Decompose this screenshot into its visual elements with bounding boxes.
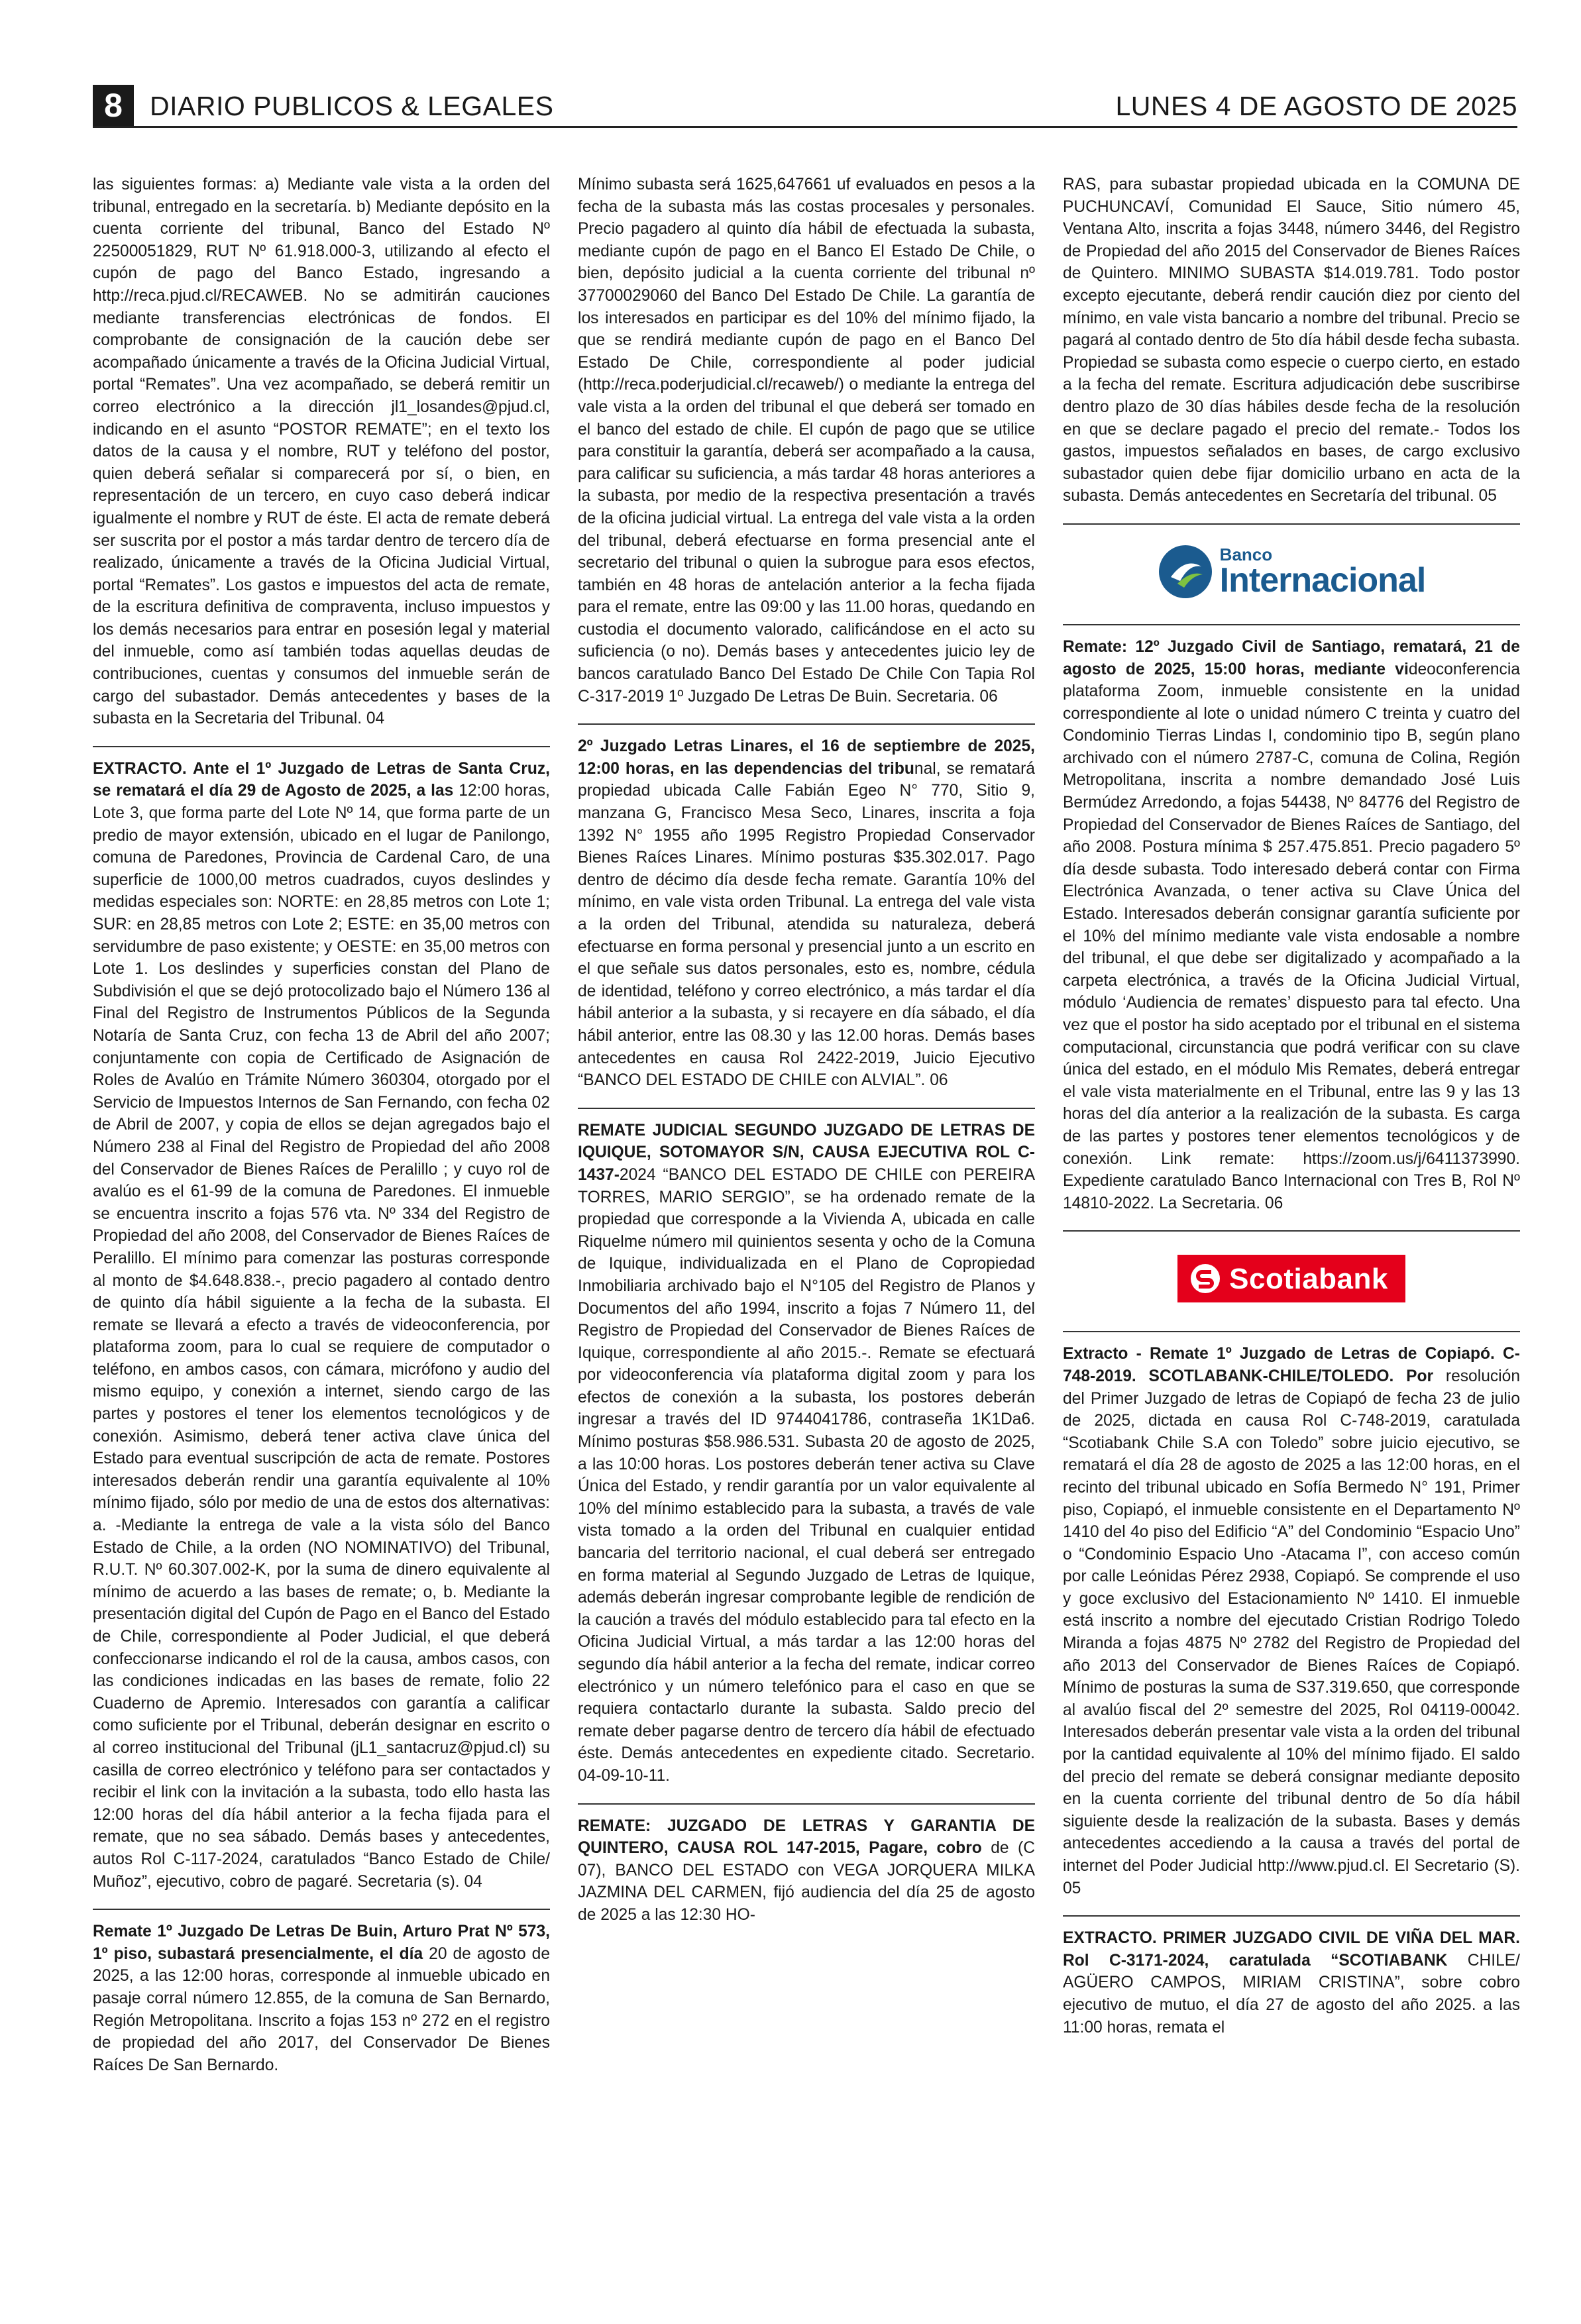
divider (578, 1803, 1035, 1805)
banco-internacional-logo (1063, 535, 1520, 608)
notice-vina-del-mar: EXTRACTO. PRIMER JUZGADO CIVIL DE VIÑA DEL MAR. Rol C-3171-2024, caratulada “SCOTIABANK CHILE/ AGÜERO CAMPOS, MIRIAM CRISTINA”, sobre cobro ejecutivo de mutuo, el día 27 de agosto del año 2025. a las 11:00 horas, remata el (1063, 1929, 1520, 2036)
divider (1063, 1915, 1520, 1917)
column-3 (1063, 174, 1520, 2280)
notice-quintero: REMATE: JUZGADO DE LETRAS Y GARANTIA DE QUINTERO, CAUSA ROL 147-2015, Pagare, cobro de (C 07), BANCO DEL ESTADO con VEGA JORQUERA MILKA JAZMINA DEL CARMEN, fijó audiencia del día 25 de agosto de 2025 a las 12:30 HO- (578, 1817, 1035, 1924)
notice-heading: EXTRACTO. PRIMER JUZGADO CIVIL DE VIÑA DEL MAR. Rol C-3171-2024, caratulada “SCOTIABANK (1063, 1929, 1520, 1970)
notice-iquique: REMATE JUDICIAL SEGUNDO JUZGADO DE LETRAS DE IQUIQUE, SOTOMAYOR S/N, CAUSA EJECUTIVA ROL C-1437-2024 “BANCO DEL ESTADO DE CHILE con PEREIRA TORRES, MARIO SERGIO”, se ha ordenado remate de la propiedad que corresponde a la Vivienda A, ubicada en calle Riquelme número mil quinientos sesenta y ocho de la Comuna de Iquique, individualizada en el Plano de Copropiedad Inmobiliaria archivado bajo el N°105 del Registro de Planos y Documentos del año 1994, inscrito a fojas 7 Número 11, del Registro de Propiedad del Conservador de Bienes Raíces de Iquique, correspondiente al año 2015.-. Remate se efectuará por videoconferencia vía plataforma digital zoom y para los efectos de conexión a la subasta, los postores deberán ingresar a través del ID 9744041786, contraseña 1K1Da6. Mínimo posturas $58.986.531. Subasta 20 de agosto de 2025, a las 10:00 horas. Los postores deberán tener activa su Clave Única del Estado, y rendir garantía por un valor equivalente al 10% del mínimo establecido para la subasta, a través de vale vista tomado a la orden del Tribunal en cualquier entidad bancaria del territorio nacional, el cual deberá ser entregado en forma material al Segundo Juzgado de Letras de Iquique, además deberán ingresar comprobante legible de rendición de la caución a través del módulo establecido para tal efecto en la Oficina Judicial Virtual, a más tardar a las 12:00 horas del segundo día hábil anterior a la fecha del remate, indicar correo electrónico y un número telefónico para el caso en que se requiera contactarlo durante la subasta. Saldo precio del remate deber pagarse dentro de tercero día hábil de efectuado éste. Demás antecedentes en expediente citado. Secretario. 04-09-10-11. (578, 1121, 1035, 1785)
column-2 (578, 174, 1035, 2280)
column-1 (93, 174, 550, 2280)
notice-heading: Remate: 12º Juzgado Civil de Santiago, rematará, 21 de agosto de 2025, 15:00 horas, mediante vi (1063, 637, 1520, 678)
notice-santa-cruz: EXTRACTO. Ante el 1º Juzgado de Letras de Santa Cruz, se rematará el día 29 de Agosto de 2025, a las 12:00 horas, Lote 3, que forma parte del Lote Nº 14, que forma parte de un predio de mayor extensión, ubicado en el lugar de Panilongo, comuna de Paredones, Provincia de Cardenal Caro, de una superficie de 1000,00 metros cuadrados, cuyos deslindes y medidas especiales son: NORTE: en 28,85 metros con Lote 1; SUR: en 28,85 metros con Lote 2; ESTE: en 35,00 metros con servidumbre de paso existente; y OESTE: en 35,00 metros con Lote 1. Los deslindes y superficies constan del Plano de Subdivisión el que se dejó protocolizado bajo el Número 136 al Final del Registro de Instrumentos Públicos de la Segunda Notaría de Santa Cruz, con fecha 13 de Abril del año 2007; conjuntamente con copia de Certificado de Asignación de Roles de Avalúo en Trámite Número 360304, otorgado por el Servicio de Impuestos Internos de San Fernando, con fecha 02 de Abril de 2007, y copia de ellos se dejan agregados bajo el Número 238 al Final del Registro de Propiedad del año 2008 del Conservador de Bienes Raíces de Peralillo ; y cuyo rol de avalúo es el 61-99 de la comuna de Paredones. El inmueble se encuentra inscrito a fojas 576 vta. Nº 334 del Registro de Propiedad del año 2008, del Conservador de Bienes Raíces de Peralillo. El mínimo para comenzar las posturas corresponde al monto de $4.648.838.-, precio pagadero al contado dentro de quinto día hábil siguiente a la fecha de la subasta. El remate se llevará a efecto a través de videoconferencia, por plataforma zoom, para lo cual se requiere de computador o teléfono, en ambos casos, con cámara, micrófono y audio del mismo equipo, y conexión a internet, siendo cargo de las partes y postores el tener los elementos tecnológicos y de conexión. Asimismo, deberá tener activa clave única del Estado para eventual suscripción de acta de remate. Postores interesados deberán rendir una garantía equivalente al 10% mínimo fijado, sólo por medio de una de estos dos alternativas: a. -Mediante la entrega de vale a la vista sólo del Banco Estado de Chile, a la orden (NO NOMINATIVO) del Tribunal, R.U.T. Nº 60.307.002-K, por la suma de dinero equivalente al mínimo de acuerdo a las bases de remate; o, b. Mediante la presentación digital del Cupón de Pago en el Banco del Estado de Chile, correspondiente al Poder Judicial, el que deberá confeccionarse indicando el rol de la causa, ambos casos, con las condiciones indicadas en las bases de remate, folio 22 Cuaderno de Apremio. Interesados con garantía a calificar como suficiente por el Tribunal, deberán designar en escrito o al correo institucional del Tribunal (jL1_santacruz@pjud.cl) su casilla de correo electrónico y teléfono para ser contactados y recibir el link con la invitación a la subasta, todo ello hasta las 12:00 horas del día hábil anterior a la fecha fijada para el remate, que no sea sábado. Demás bases y antecedentes, autos Rol C-117-2024, caratulados “Banco Estado de Chile/ Muñoz”, ejecutivo, cobro de pagaré. Secretaria (s). 04 (93, 759, 550, 1891)
divider (1063, 1230, 1520, 1232)
scotiabank-logo-box: Scotiabank (1177, 1255, 1405, 1302)
notice-buin: Remate 1º Juzgado De Letras De Buin, Arturo Prat Nº 573, 1º piso, subastará presencialmente, el día 20 de agosto de 2025, a las 12:00 horas, corresponde al inmueble ubicado en pasaje corral número 12.855, de la comuna de San Bernardo, Región Metropolitana. Inscrito a fojas 153 nº 272 en el registro de propiedad del año 2017, del Conservador De Bienes Raíces De San Bernardo. (93, 1923, 550, 2074)
divider (578, 723, 1035, 725)
notice-heading: 2º Juzgado Letras Linares, el 16 de septiembre de 2025, 12:00 horas, en las dependencias del tribu (578, 737, 1035, 778)
scotiabank-logo (1063, 1242, 1520, 1315)
notice-quintero-cont: RAS, para subastar propiedad ubicada en la COMUNA DE PUCHUNCAVÍ, Comunidad El Sauce, Sitio número 45, Ventana Alto, inscrita a fojas 3448, número 3446, del Registro de Propiedad del año 2015 del Conservador de Bienes Raíces de Quintero. MINIMO SUBASTA $14.019.781. Todo postor excepto ejecutante, deberá rendir caución diez por ciento del mínimo, en vale vista bancario a nombre del tribunal. Precio se pagará al contado dentro de 5to día hábil desde fecha subasta. Propiedad se subasta como especie o cuerpo cierto, en estado a la fecha del remate. Escritura adjudicación debe suscribirse dentro plazo de 30 días hábiles desde fecha de la resolución en que se declare pagado el precio del remate.- Todos los gastos, impuestos señalados en bases, de cargo exclusivo subastador quien debe fijar domicilio urbano en acta de la subasta. Demás antecedentes en Secretaría del tribunal. 05 (1063, 176, 1520, 505)
notice-heading: REMATE JUDICIAL SEGUNDO JUZGADO DE LETRAS DE IQUIQUE, SOTOMAYOR S/N, CAUSA EJECUTIVA ROL C-1437- (578, 1121, 1035, 1184)
divider (1063, 624, 1520, 625)
notice-heading: EXTRACTO. Ante el 1º Juzgado de Letras de Santa Cruz, se rematará el día 29 de Agosto de 2025, a las (93, 759, 550, 800)
divider (93, 1909, 550, 1910)
divider (578, 1108, 1035, 1109)
divider (1063, 523, 1520, 525)
publication-name: DIARIO PUBLICOS & LEGALES (150, 91, 554, 121)
divider (1063, 1331, 1520, 1332)
page-header (93, 85, 1517, 128)
banco-internacional-logo-icon (1158, 544, 1213, 600)
banco-internacional-logo-text: Banco Internacional (1219, 544, 1426, 600)
notice-santiago-12: Remate: 12º Juzgado Civil de Santiago, rematará, 21 de agosto de 2025, 15:00 horas, mediante videoconferencia plataforma Zoom, inmueble consistente en la unidad correspondiente al lote o unidad número C treinta y cuatro del Condominio Tierras Lindas I, condominio tipo B, según plano archivado con el número 2787-C, comuna de Colina, Región Metropolitana, inscrita a nombre demandado José Luis Bermúdez Arredondo, a fojas 54438, Nº 84776 del Registro de Propiedad del Conservador de Bienes Raíces de Santiago, del año 2008. Postura mínima $ 257.475.851. Precio pagadero 5º día desde subasta. Todo interesado deberá contar con Firma Electrónica Avanzada, o tener activa su Clave Única del Estado. Interesados deberán consignar garantía suficiente por el 10% del mínimo mediante vale vista endosable a nombre del tribunal, el que debe ser digitalizado y acompañado a la carpeta electrónica, a través de la Oficina Judicial Virtual, módulo ‘Audiencia de remates’ dispuesto para tal efecto. Una vez que el postor ha sido aceptado por el tribunal en el sistema computacional, circunstancia que podrá verificar con su clave única del estado, en el módulo Mis Remates, deberá entregar el vale vista materialmente en el Tribunal, entre las 9 y las 13 horas del día anterior a la realización de la subasta. Es carga de las partes y postores tener elementos tecnológicos y de conexión. Link remate: https://zoom.us/j/6411373990. Expediente caratulado Banco Internacional con Tres B, Rol Nº 14810-2022. La Secretaria. 06 (1063, 637, 1520, 1212)
notice-copiapo: Extracto - Remate 1º Juzgado de Letras de Copiapó. C-748-2019. SCOTLABANK-CHILE/TOLEDO. Por resolución del Primer Juzgado de letras de Copiapó de fecha 23 de julio de 2025, dictada en causa Rol C-748-2019, caratulada “Scotiabank Chile S.A con Toledo” sobre juicio ejecutivo, se rematará el día 28 de agosto de 2025 a las 12:00 horas, en el recinto del tribunal ubicado en Sofía Bermedo N° 191, Primer piso, Copiapó, el inmueble consistente en el Departamento Nº 1410 del 4o piso del Edificio “A” del Condominio “Espacio Uno” o “Condominio Espacio Uno -Atacama I”, con acceso común por calle Leónidas Pérez 2938, Copiapó. Se comprende el uso y goce exclusivo del Estacionamiento Nº 1410. El inmueble está inscrito a nombre del ejecutado Cristian Rodrigo Toledo Miranda a fojas 4875 Nº 2782 del Registro de Propiedad del año 2013 del Conservador de Bienes Raíces de Copiapó. Mínimo de posturas la suma de S37.319.650, que corresponde al avalúo fiscal del 2º semestre del 2025, Rol 04119-00042. Interesados deberán presentar vale vista a la orden del tribunal por la cantidad equivalente al 10% del mínimo fijado. El saldo del precio del remate se deberá consignar mediante deposito en la cuenta corriente del tribunal dentro de 5o día hábil siguiente desde la realización de la subasta. Bases y demás antecedentes accediendo a la causa a través del portal de internet del Poder Judicial http://www.pjud.cl. El Secretario (S). 05 (1063, 1345, 1520, 1897)
notice-los-andes-cont: las siguientes formas: a) Mediante vale vista a la orden del tribunal, entregado en la secretaría. b) Mediante depósito en la cuenta corriente del tribunal, Banco del Estado Nº 22500051829, RUT Nº 61.918.000-3, utilizando al efecto el cupón de pago del Banco Estado, ingresando a http://reca.pjud.cl/RECAWEB. No se admitirán cauciones mediante transferencias electrónicas de fondos. El comprobante de consignación de la caución debe ser acompañado únicamente a través de la Oficina Judicial Virtual, portal “Remates”. Una vez acompañado, se deberá remitir un correo electrónico a la dirección jl1_losandes@pjud.cl, indicando en el asunto “POSTOR REMATE”; en el texto los datos de la causa y el nombre, RUT y teléfono del postor, quien deberá señalar si comparecerá por sí, o bien, en representación de un tercero, en cuyo caso deberá indicar igualmente el nombre y RUT de éste. El acta de remate deberá ser suscrita por el postor a más tardar dentro de tercero día de realizado, únicamente a través de la Oficina Judicial Virtual, portal “Remates”. Los gastos e impuestos del acta de remate, de la escritura definitiva de compraventa, incluso impuestos y los demás necesarios para entrar en posesión legal y material del inmueble, como así también todas aquellas deudas de contribuciones, cuentas y consumos del inmueble serán de cargo del subastador. Demás antecedentes y bases de la subasta en la Secretaria del Tribunal. 04 (93, 176, 550, 728)
publication-date: LUNES 4 DE AGOSTO DE 2025 (1115, 91, 1517, 121)
notice-heading: REMATE: JUZGADO DE LETRAS Y GARANTIA DE QUINTERO, CAUSA ROL 147-2015, Pagare, cobro (578, 1817, 1035, 1858)
notice-heading: Remate 1º Juzgado De Letras De Buin, Arturo Prat Nº 573, 1º piso, subastará presencialmente, el día (93, 1923, 550, 1963)
notice-heading: Extracto - Remate 1º Juzgado de Letras de Copiapó. C-748-2019. SCOTLABANK-CHILE/TOLEDO. Por (1063, 1345, 1520, 1385)
divider (93, 746, 550, 747)
page-number: 8 (93, 85, 134, 126)
notice-buin-cont: Mínimo subasta será 1625,647661 uf evaluados en pesos a la fecha de la subasta más las costas procesales y personales. Precio pagadero al quinto día hábil de efectuada la subasta, mediante cupón de pago en el Banco El Estado De Chile, o bien, depósito judicial a la cuenta corriente del tribunal nº 37700029060 del Banco Del Estado De Chile. La garantía de los interesados en participar es del 10% del mínimo fijado, la que se rendirá mediante cupón de pago en el Banco Del Estado De Chile, correspondiente al poder judicial (http://reca.poderjudicial.cl/recaweb/) o mediante la entrega del vale vista a la orden del tribunal el que deberá ser tomado en el banco del estado de chile. El cupón de pago que se utilice para constituir la garantía, deberá ser acompañado a la causa, para calificar su suficiencia, a más tardar 48 horas anteriores a la subasta, por medio de la respectiva presentación a través de la oficina judicial virtual. La entrega del vale vista a la orden del tribunal, deberá efectuarse en forma presencial ante el secretario del tribunal o quien la subrogue para esos efectos, también en 48 horas de antelación anterior a la fecha fijada para el remate, entre las 09:00 y las 11.00 horas, quedando en custodia el documento valorado, calificándose en el acto su suficiencia (o no). Demás bases y antecedentes juicio ley de bancos caratulado Banco Del Estado De Chile Con Tapia Rol C-317-2019 1º Juzgado De Letras De Buin. Secretaria. 06 (578, 176, 1035, 706)
notice-linares: 2º Juzgado Letras Linares, el 16 de septiembre de 2025, 12:00 horas, en las dependencias del tribunal, se rematará propiedad ubicada Calle Fabián Egeo N° 770, Sitio 9, manzana G, Francisco Mesa Seco, Linares, inscrita a foja 1392 N° 1955 año 1995 Registro Propiedad Conservador Bienes Raíces Linares. Mínimo posturas $35.302.017. Pago dentro de décimo día desde fecha remate. Garantía 10% del mínimo, en vale vista orden Tribunal. La entrega del vale vista a la orden del Tribunal, atendida su naturaleza, deberá efectuarse en forma personal y presencial junto a un escrito en el que señale sus datos personales, esto es, nombre, cédula de identidad, teléfono y correo electrónico, a más tardar el día hábil anterior a la subasta, y si recayere en día sábado, el día hábil anterior, entre las 08.30 y las 12.00 horas. Demás bases antecedentes en causa Rol 2422-2019, Juicio Ejecutivo “BANCO DEL ESTADO DE CHILE con ALVIAL”. 06 (578, 737, 1035, 1090)
scotiabank-s-icon (1189, 1263, 1221, 1294)
